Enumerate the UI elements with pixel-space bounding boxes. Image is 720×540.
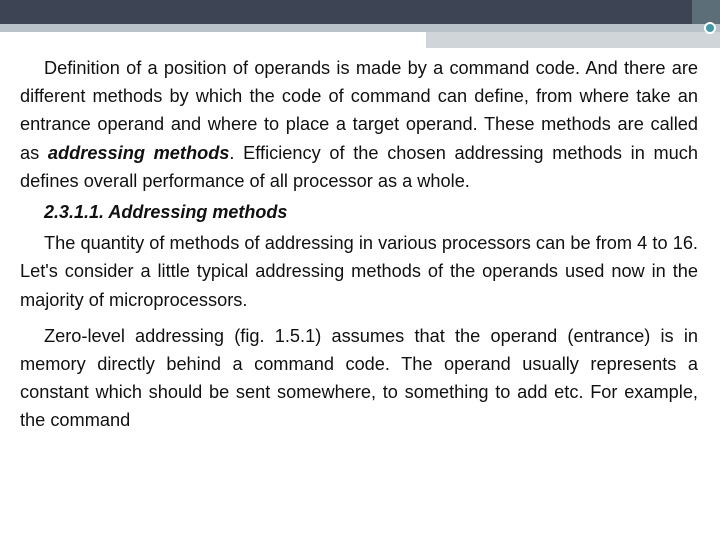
header-accent-block <box>426 32 720 48</box>
header-stripe <box>0 24 720 32</box>
paragraph-zero-level: Zero-level addressing (fig. 1.5.1) assumes that the operand (entrance) is in memory directly behind a command code. The operand usually represents a constant which should be sent somewhere, to something to add etc. For example, the command <box>20 325 698 431</box>
section-heading: 2.3.1.1. Addressing methods <box>44 202 288 223</box>
paragraph-quantity: The quantity of methods of addressing in various processors can be from 4 to 16. Let's consider a little typical addressing methods of the operands used now in the majority of microprocessors. <box>20 233 698 310</box>
paragraph-definition <box>20 54 698 195</box>
paragraph-definition-text: Definition of a position of operands is made by a command code. And there are different methods by which the code of command can define, from where take an entrance operand and where to place a target operand. These methods are called as <box>20 58 698 163</box>
addressing-methods-term: addressing methods <box>47 142 230 163</box>
paragraph-definition-tail: . Efficiency of the chosen addressing methods in much defines overall performance of all processor as a whole. <box>20 142 698 191</box>
corner-dot-icon <box>704 22 716 34</box>
corner-block <box>692 0 720 24</box>
header-bar <box>0 0 720 24</box>
slide-body <box>20 54 698 435</box>
